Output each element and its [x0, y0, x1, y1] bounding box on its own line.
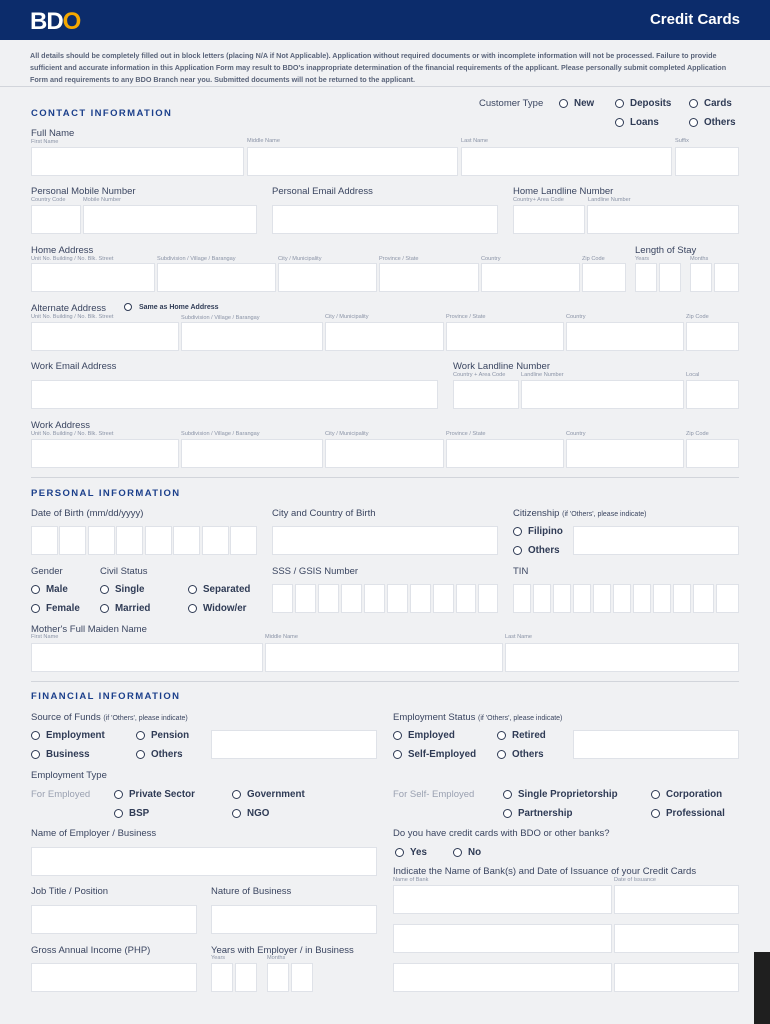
radio-icon: [124, 303, 132, 311]
radio-icon: [497, 750, 506, 759]
tin-digit-6[interactable]: [613, 584, 631, 613]
radio-icon: [393, 750, 402, 759]
radio-icon: [651, 809, 660, 818]
alternate-address-label: Alternate Address: [31, 303, 106, 314]
city-sublabel: City / Municipality: [325, 431, 369, 437]
funds-employment-radio[interactable]: Employment: [31, 730, 105, 741]
civil-single-radio[interactable]: Single: [100, 584, 144, 595]
bank-name-input-1[interactable]: [393, 885, 612, 914]
sss-digit-4[interactable]: [341, 584, 362, 613]
tin-digit-8[interactable]: [653, 584, 671, 613]
employer-years-input-2[interactable]: [235, 963, 257, 992]
province-sublabel: Province / State: [379, 256, 419, 262]
home-landline-input[interactable]: [587, 205, 739, 234]
country-sublabel: Country: [566, 314, 586, 320]
tin-digit-4[interactable]: [573, 584, 591, 613]
divider: [31, 477, 739, 478]
funds-pension-radio[interactable]: Pension: [136, 730, 189, 741]
radio-icon: [31, 750, 40, 759]
radio-icon: [136, 750, 145, 759]
employer-months-input-2[interactable]: [291, 963, 313, 992]
tin-digit-9[interactable]: [673, 584, 691, 613]
sss-digit-10[interactable]: [478, 584, 498, 613]
radio-icon: [100, 585, 109, 594]
area-code-sublabel: Country+ Area Code: [513, 197, 564, 203]
partnership-radio[interactable]: Partnership: [503, 808, 572, 819]
radio-icon: [395, 848, 404, 857]
home-province-input[interactable]: [379, 263, 479, 292]
radio-icon: [31, 604, 40, 613]
work-country-input[interactable]: [566, 439, 684, 468]
citizenship-others-radio[interactable]: Others: [513, 545, 560, 556]
tin-digit-2[interactable]: [533, 584, 551, 613]
country-code-sublabel: Country Code: [31, 197, 66, 203]
tin-label: TIN: [513, 566, 529, 577]
radio-icon: [100, 604, 109, 613]
radio-icon: [136, 731, 145, 740]
stay-years-input-2[interactable]: [659, 263, 681, 292]
tin-digit-5[interactable]: [593, 584, 611, 613]
dob-digit-3[interactable]: [88, 526, 115, 555]
mobile-country-code-input[interactable]: [31, 205, 81, 234]
radio-icon: [453, 848, 462, 857]
years-sublabel: Years: [211, 955, 226, 961]
city-sublabel: City / Municipality: [278, 256, 322, 262]
personal-email-input[interactable]: [272, 205, 498, 234]
radio-icon: [689, 99, 698, 108]
province-sublabel: Province / State: [446, 314, 486, 320]
dob-label: Date of Birth (mm/dd/yyyy): [31, 508, 144, 519]
radio-icon: [232, 790, 241, 799]
last-name-sublabel: Last Name: [505, 634, 533, 640]
dob-digit-5[interactable]: [145, 526, 172, 555]
status-others-radio[interactable]: Others: [497, 749, 544, 760]
employment-type-label: Employment Type: [31, 770, 107, 781]
home-zip-input[interactable]: [582, 263, 626, 292]
months-sublabel: Months: [267, 955, 286, 961]
personal-email-label: Personal Email Address: [272, 186, 373, 197]
civil-separated-radio[interactable]: Separated: [188, 584, 250, 595]
alt-city-input[interactable]: [325, 322, 444, 351]
divider: [0, 86, 770, 87]
unit-sublabel: Unit No. Building / No. Blk. Street: [31, 256, 114, 262]
dob-digit-4[interactable]: [116, 526, 143, 555]
divider: [31, 681, 739, 682]
alt-province-input[interactable]: [446, 322, 564, 351]
employer-months-input-1[interactable]: [267, 963, 289, 992]
work-local-input[interactable]: [686, 380, 739, 409]
bsp-radio[interactable]: BSP: [114, 808, 149, 819]
employment-status-label: Employment Status (if 'Others', please indicate): [393, 712, 563, 723]
private-sector-radio[interactable]: Private Sector: [114, 789, 195, 800]
nature-of-business-label: Nature of Business: [211, 886, 292, 897]
first-name-input[interactable]: [31, 147, 244, 176]
work-landline-label: Work Landline Number: [453, 361, 550, 372]
funds-others-input[interactable]: [211, 730, 377, 759]
home-subdivision-input[interactable]: [157, 263, 276, 292]
suffix-sublabel: Suffix: [675, 138, 689, 144]
birthplace-label: City and Country of Birth: [272, 508, 376, 519]
work-province-input[interactable]: [446, 439, 564, 468]
sss-digit-8[interactable]: [433, 584, 454, 613]
job-title-input[interactable]: [31, 905, 197, 934]
radio-icon: [114, 809, 123, 818]
tin-digit-7[interactable]: [633, 584, 651, 613]
last-name-input[interactable]: [461, 147, 672, 176]
country-sublabel: Country: [481, 256, 501, 262]
full-name-label: Full Name: [31, 128, 75, 139]
dob-digit-2[interactable]: [59, 526, 86, 555]
tin-digit-11[interactable]: [716, 584, 739, 613]
gender-female-radio[interactable]: Female: [31, 603, 80, 614]
instructions-text: All details should be completely filled out in block letters (placing N/A if Not Applicable). Application without required documents or with incomplete information will not be processed. Failure to provide sufficient and accurate information in this Application Form may result to BDO's inappropriate determination of the financial requirements of the applicant. Please personally submit completed Application Form and requirements to any BDO Branch near you. Submitted documents will not be returned to the applicant.: [30, 51, 727, 84]
customer-type-others-radio[interactable]: Others: [689, 117, 736, 128]
home-country-input[interactable]: [481, 263, 580, 292]
radio-icon: [513, 546, 522, 555]
home-city-input[interactable]: [278, 263, 377, 292]
dob-digit-8[interactable]: [230, 526, 257, 555]
source-of-funds-label: Source of Funds (if 'Others', please indicate): [31, 712, 188, 723]
banks-label: Indicate the Name of Bank(s) and Date of Issuance of your Credit Cards: [393, 866, 697, 877]
for-employed-label: For Employed: [31, 789, 91, 800]
mobile-number-sublabel: Mobile Number: [83, 197, 121, 203]
stay-months-input-1[interactable]: [690, 263, 712, 292]
bdo-logo: BDO: [30, 8, 81, 35]
radio-icon: [188, 604, 197, 613]
sss-digit-1[interactable]: [272, 584, 293, 613]
issuance-date-input-3[interactable]: [614, 963, 739, 992]
status-self-employed-radio[interactable]: Self-Employed: [393, 749, 476, 760]
years-sublabel: Years: [635, 256, 650, 262]
customer-type-cards-radio[interactable]: Cards: [689, 98, 732, 109]
landline-number-sublabel: Landline Number: [588, 197, 631, 203]
status-others-input[interactable]: [573, 730, 739, 759]
professional-radio[interactable]: Professional: [651, 808, 725, 819]
sss-digit-5[interactable]: [364, 584, 385, 613]
radio-icon: [503, 790, 512, 799]
gender-male-radio[interactable]: Male: [31, 584, 68, 595]
customer-type-new-radio[interactable]: New: [559, 98, 594, 109]
radio-icon: [615, 118, 624, 127]
work-unit-input[interactable]: [31, 439, 179, 468]
city-sublabel: City / Municipality: [325, 314, 369, 320]
landline-number-sublabel: Landline Number: [521, 372, 564, 378]
government-radio[interactable]: Government: [232, 789, 305, 800]
employer-name-label: Name of Employer / Business: [31, 828, 157, 839]
employer-name-input[interactable]: [31, 847, 377, 876]
maiden-first-input[interactable]: [31, 643, 263, 672]
area-code-sublabel: Country + Area Code: [453, 372, 506, 378]
customer-type-label: Customer Type: [479, 98, 544, 109]
radio-icon: [513, 527, 522, 536]
work-area-code-input[interactable]: [453, 380, 519, 409]
maiden-name-label: Mother's Full Maiden Name: [31, 624, 147, 635]
for-self-employed-label: For Self- Employed: [393, 789, 475, 800]
dob-digit-6[interactable]: [173, 526, 200, 555]
radio-icon: [559, 99, 568, 108]
civil-widow-radio[interactable]: Widow/er: [188, 603, 246, 614]
work-email-input[interactable]: [31, 380, 438, 409]
stay-months-input-2[interactable]: [714, 263, 739, 292]
customer-type-loans-radio[interactable]: Loans: [615, 117, 659, 128]
citizenship-others-input[interactable]: [573, 526, 739, 555]
tin-digit-1[interactable]: [513, 584, 531, 613]
bank-name-sublabel: Name of Bank: [393, 877, 429, 883]
section-title-financial: FINANCIAL INFORMATION: [31, 691, 181, 702]
employer-years-input-1[interactable]: [211, 963, 233, 992]
zip-sublabel: Zip Code: [686, 314, 709, 320]
gross-income-label: Gross Annual Income (PHP): [31, 945, 151, 956]
radio-icon: [393, 731, 402, 740]
stay-years-input-1[interactable]: [635, 263, 657, 292]
citizenship-label: Citizenship (if 'Others', please indicate): [513, 508, 647, 519]
radio-icon: [232, 809, 241, 818]
single-proprietorship-radio[interactable]: Single Proprietorship: [503, 789, 618, 800]
nature-of-business-input[interactable]: [211, 905, 377, 934]
middle-name-input[interactable]: [247, 147, 458, 176]
citizenship-filipino-radio[interactable]: Filipino: [513, 526, 563, 537]
gross-income-input[interactable]: [31, 963, 197, 992]
home-unit-input[interactable]: [31, 263, 155, 292]
work-email-label: Work Email Address: [31, 361, 117, 372]
country-sublabel: Country: [566, 431, 586, 437]
section-title-contact: CONTACT INFORMATION: [31, 108, 173, 119]
bank-name-input-3[interactable]: [393, 963, 612, 992]
mobile-label: Personal Mobile Number: [31, 186, 136, 197]
local-sublabel: Local: [686, 372, 700, 378]
subdivision-sublabel: Subdivision / Village / Barangay: [157, 256, 236, 262]
maiden-middle-input[interactable]: [265, 643, 503, 672]
birthplace-input[interactable]: [272, 526, 498, 555]
page-edge-tab: [754, 952, 770, 1024]
home-area-code-input[interactable]: [513, 205, 585, 234]
gender-label: Gender: [31, 566, 63, 577]
page-title: Credit Cards: [649, 11, 740, 28]
status-employed-radio[interactable]: Employed: [393, 730, 455, 741]
tin-digit-10[interactable]: [693, 584, 714, 613]
date-issuance-sublabel: Date of Issuance: [614, 877, 656, 883]
sss-digit-6[interactable]: [387, 584, 408, 613]
zip-sublabel: Zip Code: [582, 256, 605, 262]
radio-icon: [651, 790, 660, 799]
radio-icon: [31, 731, 40, 740]
subdivision-sublabel: Subdivision / Village / Barangay: [181, 431, 260, 437]
funds-business-radio[interactable]: Business: [31, 749, 90, 760]
first-name-sublabel: First Name: [31, 634, 59, 640]
radio-icon: [615, 99, 624, 108]
status-retired-radio[interactable]: Retired: [497, 730, 546, 741]
sss-digit-9[interactable]: [456, 584, 476, 613]
customer-type-deposits-radio[interactable]: Deposits: [615, 98, 671, 109]
work-city-input[interactable]: [325, 439, 444, 468]
alt-zip-input[interactable]: [686, 322, 739, 351]
section-title-personal: PERSONAL INFORMATION: [31, 488, 181, 499]
subdivision-sublabel: Subdivision / Village / Barangay: [181, 315, 260, 321]
work-subdivision-input[interactable]: [181, 439, 323, 468]
tin-digit-3[interactable]: [553, 584, 571, 613]
funds-others-radio[interactable]: Others: [136, 749, 183, 760]
alt-unit-input[interactable]: [31, 322, 179, 351]
ngo-radio[interactable]: NGO: [232, 808, 269, 819]
months-sublabel: Months: [690, 256, 709, 262]
mobile-number-input[interactable]: [83, 205, 257, 234]
same-as-home-radio[interactable]: Same as Home Address: [124, 303, 219, 311]
radio-icon: [31, 585, 40, 594]
issuance-date-input-1[interactable]: [614, 885, 739, 914]
suffix-input[interactable]: [675, 147, 739, 176]
issuance-date-input-2[interactable]: [614, 924, 739, 953]
has-cards-yes-radio[interactable]: Yes: [395, 847, 427, 858]
radio-icon: [114, 790, 123, 799]
home-landline-label: Home Landline Number: [513, 186, 614, 197]
province-sublabel: Province / State: [446, 431, 486, 437]
unit-sublabel: Unit No. Building / No. Blk. Street: [31, 431, 114, 437]
civil-status-label: Civil Status: [100, 566, 148, 577]
length-of-stay-label: Length of Stay: [635, 245, 697, 256]
work-address-label: Work Address: [31, 420, 90, 431]
alt-subdivision-input[interactable]: [181, 322, 323, 351]
dob-digit-7[interactable]: [202, 526, 229, 555]
zip-sublabel: Zip Code: [686, 431, 709, 437]
radio-icon: [188, 585, 197, 594]
radio-icon: [497, 731, 506, 740]
alt-country-input[interactable]: [566, 322, 684, 351]
middle-name-sublabel: Middle Name: [265, 634, 298, 640]
radio-icon: [503, 809, 512, 818]
corporation-radio[interactable]: Corporation: [651, 789, 722, 800]
first-name-sublabel: First Name: [31, 139, 59, 145]
sss-digit-2[interactable]: [295, 584, 316, 613]
sss-digit-3[interactable]: [318, 584, 339, 613]
has-cards-label: Do you have credit cards with BDO or other banks?: [393, 828, 610, 839]
sss-label: SSS / GSIS Number: [272, 566, 359, 577]
radio-icon: [689, 118, 698, 127]
job-title-label: Job Title / Position: [31, 886, 109, 897]
has-cards-no-radio[interactable]: No: [453, 847, 481, 858]
middle-name-sublabel: Middle Name: [247, 138, 280, 144]
maiden-last-input[interactable]: [505, 643, 739, 672]
bank-name-input-2[interactable]: [393, 924, 612, 953]
years-with-employer-label: Years with Employer / in Business: [211, 945, 354, 956]
last-name-sublabel: Last Name: [461, 138, 489, 144]
work-zip-input[interactable]: [686, 439, 739, 468]
home-address-label: Home Address: [31, 245, 94, 256]
dob-digit-1[interactable]: [31, 526, 58, 555]
civil-married-radio[interactable]: Married: [100, 603, 150, 614]
unit-sublabel: Unit No. Building / No. Blk. Street: [31, 314, 114, 320]
work-landline-input[interactable]: [521, 380, 684, 409]
sss-digit-7[interactable]: [410, 584, 431, 613]
